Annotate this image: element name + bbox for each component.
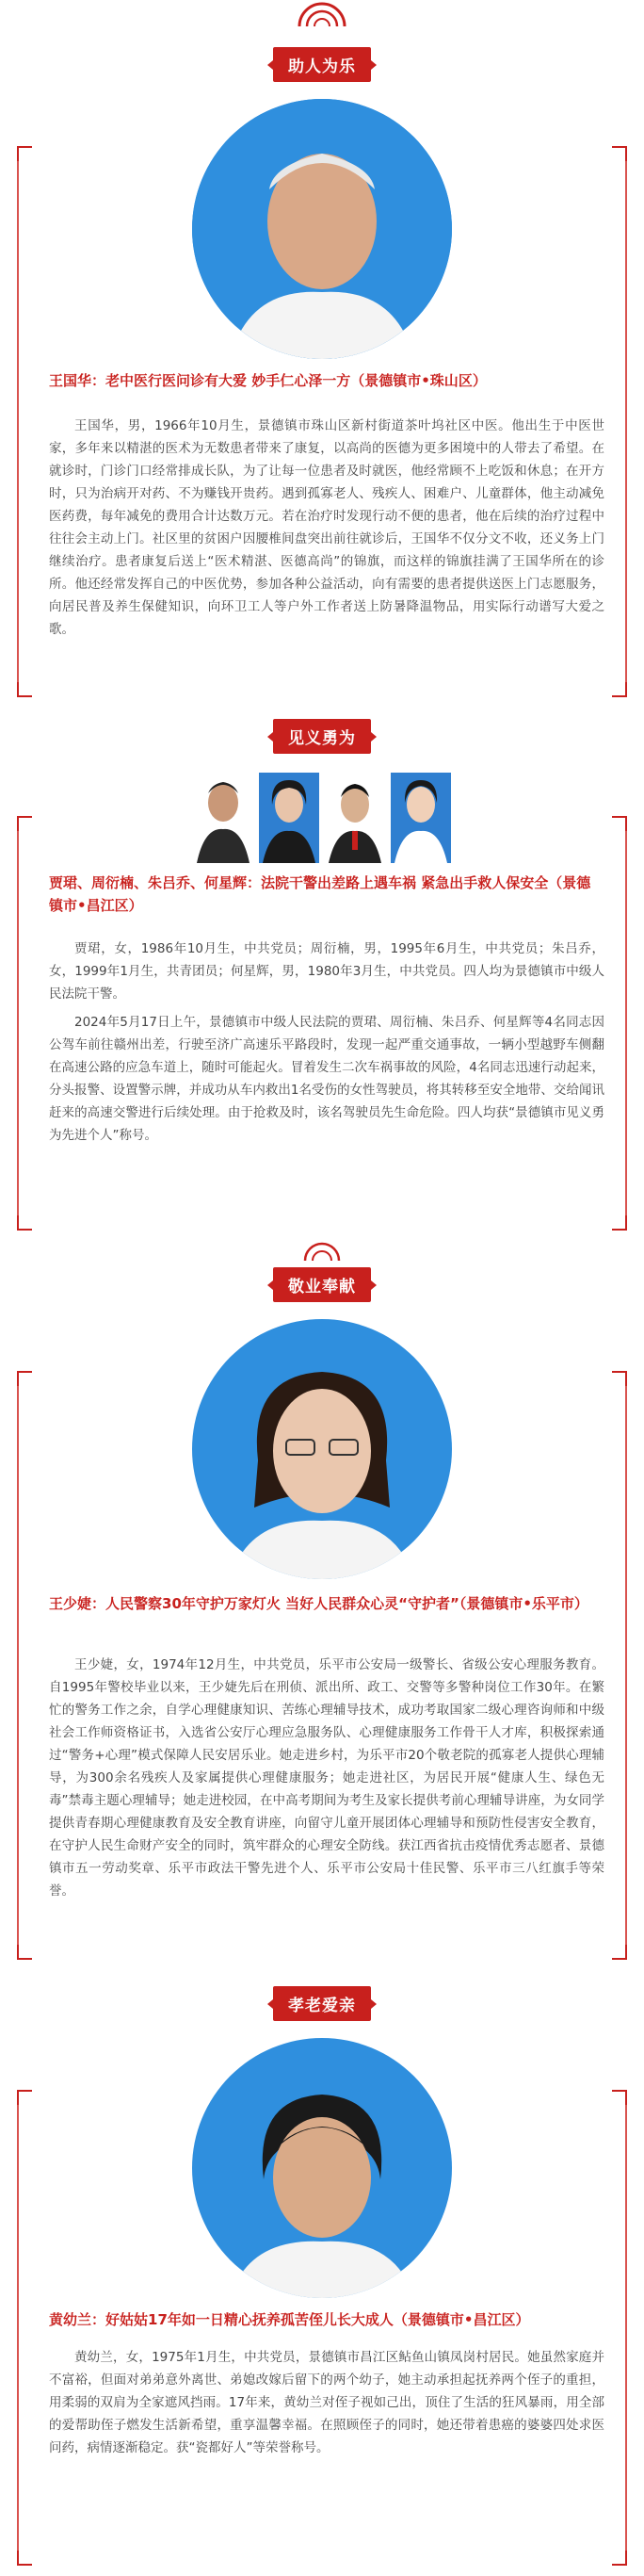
headline: 王国华：老中医行医问诊有大爱 妙手仁心泽一方（景德镇市•珠山区）	[49, 372, 487, 389]
section-tag-filial: 孝老爱亲	[273, 1986, 371, 2021]
ornament-icon	[301, 1240, 343, 1263]
ornament-icon	[292, 0, 352, 28]
paragraph: 2024年5月17日上午，景德镇市中级人民法院的贾珺、周衍楠、朱吕乔、何星辉等4名同志因公驾车前往赣州出差，行驶至济广高速乐平路段时，发现一起严重交通事故，一辆小型越野车侧翻在高速公路的应急车道上，随时可能起火。冒着发生二次车祸事故的风险，4名同志迅速行动起来，分头报警、设置警示牌，并成功从车内救出1名受伤的女性驾驶员，将其转移至安全地带、交给闻讯赶来的高速交警进行后续处理。由于抢救及时，该名驾驶员先生命危险。四人均获“景德镇市见义勇为先进个人”称号。	[49, 1015, 604, 1143]
section-tag-helping: 助人为乐	[273, 47, 371, 82]
headline: 贾珺、周衍楠、朱吕乔、何星辉：法院干警出差路上遇车祸 紧急出手救人保安全（景德镇市•昌江区）	[49, 874, 591, 914]
headline: 黄幼兰：好姑姑17年如一日精心抚养孤苦侄儿长大成人（景德镇市•昌江区）	[49, 2311, 530, 2328]
avatar	[192, 99, 452, 359]
section-tag-bravery: 见义勇为	[273, 719, 371, 754]
paragraph: 贾珺，女，1986年10月生，中共党员；周衍楠，男，1995年6月生，中共党员；朱吕乔，女，1999年1月生，共青团员；何星辉，男，1980年3月生，中共党员。四人均为景德镇市中级人民法院干警。	[49, 941, 604, 1002]
paragraph: 黄幼兰，女，1975年1月生，中共党员，景德镇市昌江区鲇鱼山镇凤岗村居民。她虽然家庭并不富裕，但面对弟弟意外离世、弟媳改嫁后留下的两个幼子，她主动承担起抚养两个侄子的重担，用柔弱的双肩为全家遮风挡雨。17年来，黄幼兰对侄子视如己出，顶住了生活的狂风暴雨，用全部的爱帮助侄子燃发生活新希望，重享温馨幸福。在照顾侄子的同时，她还带着患癌的婆婆四处求医问药，病情逐渐稳定。获“瓷都好人”等荣誉称号。	[49, 2350, 604, 2455]
paragraph: 王国华，男，1966年10月生，景德镇市珠山区新村街道茶叶坞社区中医。他出生于中医世家，多年来以精湛的医术为无数患者带来了康复，以高尚的医德为更多困境中的人带去了希望。在就诊时，门诊门口经常排成长队，为了让每一位患者及时就医，他经常顾不上吃饭和休息；在开方时，只为治病开对药、不为赚钱开贵药。遇到孤寡老人、残疾人、困难户、儿童群体，他主动减免医药费，每年减免的费用合计达数万元。若在治疗时发现行动不便的患者，他在后续的治疗过程中往往会主动上门。社区里的贫困户因腰椎间盘突出前往就诊后，王国华不仅分文不收，还义务上门继续治疗。患者康复后送上“医术精湛、医德高尚”的锦旗，而这样的锦旗挂满了王国华所在的诊所。他还经常发挥自己的中医优势，参加各种公益活动，向有需要的患者提供送医上门志愿服务，向居民普及养生保健知识，向环卫工人等户外工作者送上防暑降温物品，用实际行动谱写大爱之歌。	[49, 418, 604, 637]
paragraph: 王少婕，女，1974年12月生，中共党员，乐平市公安局一级警长、省级公安心理服务教育。自1995年警校毕业以来，王少婕先后在刑侦、派出所、政工、交警等多警种岗位工作30年。在繁忙的警务工作之余，自学心理健康知识、苦练心理辅导技术，成功考取国家二级心理咨询师和中级社会工作师资格证书，入选省公安厅心理应急服务队、心理健康服务工作骨干人才库，积极探索通过“警务+心理”模式保障人民安居乐业。她走进乡村，为乐平市20个敬老院的孤寡老人提供心理辅导，为300余名残疾人及家属提供心理健康服务；她走进社区，为居民开展“健康人生、绿色无毒”禁毒主题心理辅导；她走进校园，在中高考期间为考生及家长提供考前心理辅导讲座，为女同学提供青春期心理健康教育及安全教育讲座，向留守儿童开展团体心理辅导和预防性侵害安全教育，在守护人民生命财产安全的同时，筑牢群众的心理安全防线。获江西省抗击疫情优秀志愿者、景德镇市五一劳动奖章、乐平市政法干警先进个人、乐平市公安局十佳民警、乐平市三八红旗手等荣誉。	[49, 1657, 604, 1899]
headline: 王少婕：人民警察30年守护万家灯火 当好人民群众心灵“守护者”（景德镇市•乐平市）	[49, 1595, 588, 1612]
avatar	[192, 1319, 452, 1579]
section-tag-dedication: 敬业奉献	[273, 1267, 371, 1302]
avatar	[192, 2038, 452, 2298]
